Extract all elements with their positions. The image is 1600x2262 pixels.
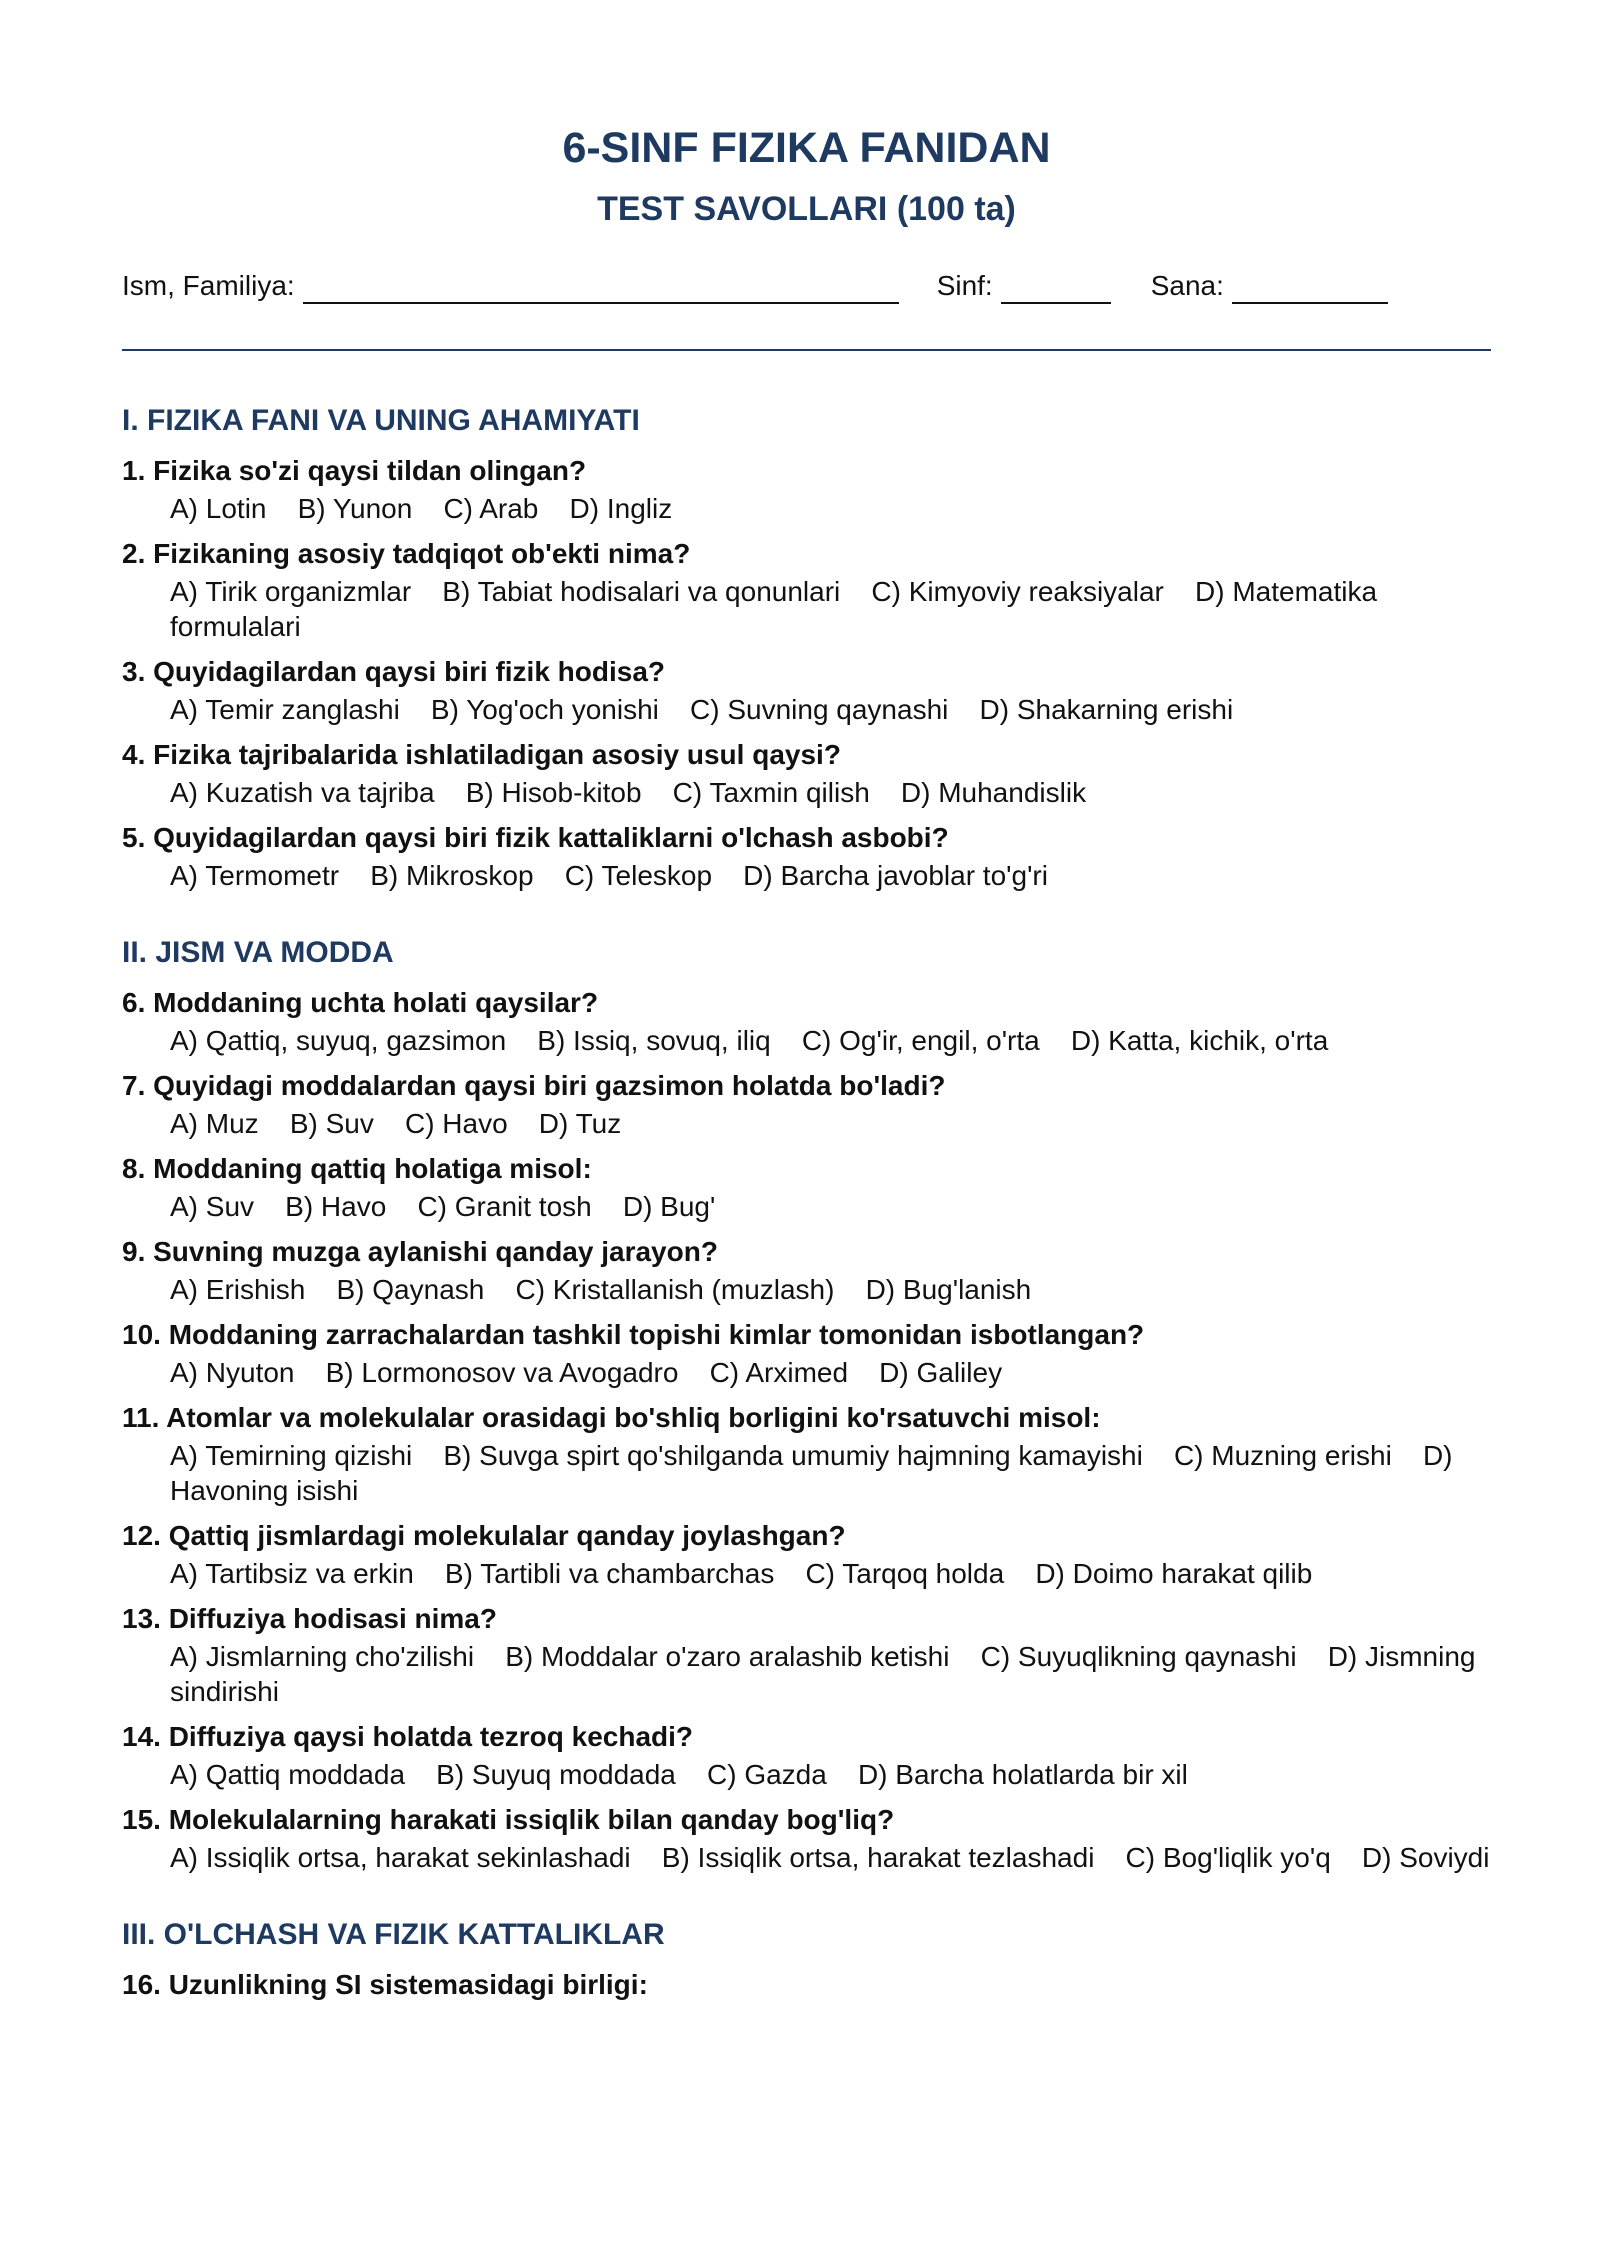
class-field[interactable] — [937, 268, 1111, 304]
question-text: 13. Diffuziya hodisasi nima? — [122, 1603, 497, 1634]
question-item — [122, 1719, 1491, 1792]
answer-option[interactable]: B) Mikroskop — [370, 860, 534, 891]
question-text: 14. Diffuziya qaysi holatda tezroq kechadi? — [122, 1721, 694, 1752]
question-item — [122, 654, 1491, 727]
answer-option[interactable]: A) Qattiq, suyuq, gazsimon — [170, 1025, 507, 1056]
answer-option[interactable]: C) Tarqoq holda — [805, 1558, 1005, 1589]
question-item — [122, 737, 1491, 810]
question-list — [122, 985, 1491, 1875]
answer-option[interactable]: B) Issiq, sovuq, iliq — [537, 1025, 771, 1056]
answer-option[interactable]: A) Issiqlik ortsa, harakat sekinlashadi — [170, 1842, 631, 1873]
section-heading: I. FIZIKA FANI VA UNING AHAMIYATI — [122, 404, 640, 437]
question-text: 16. Uzunlikning SI sistemasidagi birligi: — [122, 1969, 648, 2000]
question-text: 12. Qattiq jismlardagi molekulalar qanday joylashgan? — [122, 1520, 846, 1551]
question-item — [122, 1151, 1491, 1224]
question-item — [122, 1400, 1491, 1508]
answer-option[interactable]: B) Tabiat hodisalari va qonunlari — [442, 576, 841, 607]
answer-option[interactable]: B) Havo — [285, 1191, 387, 1222]
answer-option[interactable]: A) Jismlarning cho'zilishi — [170, 1641, 475, 1672]
page-subtitle: TEST SAVOLLARI (100 ta) — [597, 190, 1016, 228]
page-title: 6-SINF FIZIKA FANIDAN — [562, 124, 1051, 172]
answer-option[interactable]: B) Suvga spirt qo'shilganda umumiy hajmning kamayishi — [443, 1440, 1143, 1471]
question-item — [122, 820, 1491, 893]
answer-option[interactable]: A) Qattiq moddada — [170, 1759, 406, 1790]
answer-option[interactable]: D) Jismning sindirishi — [170, 1641, 1476, 1707]
answer-option[interactable]: C) Arab — [443, 493, 539, 524]
answer-option[interactable]: D) Barcha javoblar to'g'ri — [743, 860, 1048, 891]
answer-options — [122, 692, 1491, 727]
question-item — [122, 453, 1491, 526]
answer-option[interactable]: C) Granit tosh — [417, 1191, 592, 1222]
question-item — [122, 1802, 1491, 1875]
answer-option[interactable]: A) Temirning qizishi — [170, 1440, 413, 1471]
answer-option[interactable]: A) Nyuton — [170, 1357, 295, 1388]
question-item — [122, 985, 1491, 1058]
question-item — [122, 1518, 1491, 1591]
answer-option[interactable]: D) Barcha holatlarda bir xil — [857, 1759, 1188, 1790]
answer-options — [122, 1272, 1491, 1307]
question-text: 4. Fizika tajribalarida ishlatiladigan asosiy usul qaysi? — [122, 739, 841, 770]
answer-options — [122, 1438, 1491, 1508]
answer-options — [122, 775, 1491, 810]
answer-option[interactable]: D) Bug'lanish — [865, 1274, 1032, 1305]
question-text: 8. Moddaning qattiq holatiga misol: — [122, 1153, 592, 1184]
answer-option[interactable]: C) Teleskop — [564, 860, 713, 891]
date-field[interactable] — [1151, 268, 1388, 304]
section-heading: III. O'LCHASH VA FIZIK KATTALIKLAR — [122, 1918, 665, 1951]
answer-option[interactable]: C) Havo — [404, 1108, 508, 1139]
question-text: 9. Suvning muzga aylanishi qanday jarayon? — [122, 1236, 718, 1267]
answer-option[interactable]: A) Tartibsiz va erkin — [170, 1558, 414, 1589]
answer-options — [122, 1757, 1491, 1792]
question-text: 6. Moddaning uchta holati qaysilar? — [122, 987, 599, 1018]
answer-option[interactable]: D) Matematika formulalari — [170, 576, 1378, 642]
question-text: 3. Quyidagilardan qaysi biri fizik hodisa? — [122, 656, 666, 687]
question-item — [122, 1234, 1491, 1307]
answer-option[interactable]: B) Suv — [289, 1108, 374, 1139]
answer-options — [122, 574, 1491, 644]
answer-option[interactable]: D) Ingliz — [569, 493, 673, 524]
name-blank[interactable] — [303, 274, 899, 304]
student-info-fields — [122, 268, 1491, 304]
answer-option[interactable]: A) Suv — [170, 1191, 255, 1222]
answer-options — [122, 858, 1491, 893]
date-label: Sana: — [1150, 270, 1224, 301]
answer-option[interactable]: B) Hisob-kitob — [465, 777, 642, 808]
class-blank[interactable] — [1001, 274, 1111, 304]
answer-options — [122, 1106, 1491, 1141]
answer-option[interactable]: C) Kimyoviy reaksiyalar — [871, 576, 1164, 607]
answer-options — [122, 1189, 1491, 1224]
answer-option[interactable]: C) Muzning erishi — [1173, 1440, 1392, 1471]
answer-options — [122, 1639, 1491, 1709]
question-item — [122, 1317, 1491, 1390]
answer-option[interactable]: D) Galiley — [879, 1357, 1003, 1388]
question-text: 1. Fizika so'zi qaysi tildan olingan? — [122, 455, 587, 486]
answer-option[interactable]: B) Qaynash — [336, 1274, 485, 1305]
question-item — [122, 1068, 1491, 1141]
question-text: 7. Quyidagi moddalardan qaysi biri gazsimon holatda bo'ladi? — [122, 1070, 946, 1101]
answer-option[interactable]: B) Tartibli va chambarchas — [444, 1558, 775, 1589]
name-field[interactable] — [122, 268, 899, 304]
answer-option[interactable]: C) Suvning qaynashi — [690, 694, 949, 725]
answer-option[interactable]: C) Taxmin qilish — [672, 777, 870, 808]
answer-option[interactable]: D) Havoning isishi — [170, 1440, 1453, 1506]
answer-option[interactable]: B) Moddalar o'zaro aralashib ketishi — [505, 1641, 950, 1672]
question-item — [122, 1967, 1491, 2003]
question-list — [122, 1967, 1491, 2003]
date-blank[interactable] — [1232, 274, 1388, 304]
section-heading: II. JISM VA MODDA — [122, 936, 394, 969]
answer-options — [122, 1023, 1491, 1058]
question-text: 5. Quyidagilardan qaysi biri fizik kattaliklarni o'lchash asbobi? — [122, 822, 949, 853]
answer-option[interactable]: A) Kuzatish va tajriba — [170, 777, 435, 808]
answer-option[interactable]: D) Tuz — [538, 1108, 622, 1139]
answer-option[interactable]: A) Muz — [170, 1108, 259, 1139]
answer-option[interactable]: B) Lormonosov va Avogadro — [325, 1357, 679, 1388]
header-divider — [122, 349, 1491, 351]
class-label: Sinf: — [936, 270, 993, 301]
answer-option[interactable]: A) Temir zanglashi — [170, 694, 400, 725]
question-item — [122, 1601, 1491, 1709]
answer-option[interactable]: C) Gazda — [707, 1759, 827, 1790]
answer-option[interactable]: D) Bug' — [622, 1191, 716, 1222]
answer-option[interactable]: A) Termometr — [170, 860, 340, 891]
answer-option[interactable]: D) Shakarning erishi — [979, 694, 1234, 725]
question-text: 2. Fizikaning asosiy tadqiqot ob'ekti nima? — [122, 538, 691, 569]
answer-options — [122, 1840, 1491, 1875]
question-text: 15. Molekulalarning harakati issiqlik bilan qanday bog'liq? — [122, 1804, 895, 1835]
answer-option[interactable]: B) Yog'och yonishi — [430, 694, 659, 725]
name-label: Ism, Familiya: — [122, 270, 295, 301]
answer-option[interactable]: A) Lotin — [170, 493, 267, 524]
answer-option[interactable]: B) Yunon — [297, 493, 413, 524]
answer-options — [122, 1556, 1491, 1591]
answer-option[interactable]: C) Bog'liqlik yo'q — [1125, 1842, 1331, 1873]
answer-option[interactable]: C) Suyuqlikning qaynashi — [980, 1641, 1297, 1672]
answer-options — [122, 1355, 1491, 1390]
answer-option[interactable]: D) Katta, kichik, o'rta — [1070, 1025, 1329, 1056]
answer-option[interactable]: B) Issiqlik ortsa, harakat tezlashadi — [661, 1842, 1095, 1873]
question-list — [122, 453, 1491, 893]
answer-option[interactable]: C) Kristallanish (muzlash) — [515, 1274, 835, 1305]
question-text: 11. Atomlar va molekulalar orasidagi bo'shliq borligini ko'rsatuvchi misol: — [122, 1402, 1101, 1433]
answer-option[interactable]: A) Erishish — [170, 1274, 306, 1305]
answer-options — [122, 491, 1491, 526]
question-item — [122, 536, 1491, 644]
answer-option[interactable]: C) Arximed — [709, 1357, 849, 1388]
answer-option[interactable]: D) Soviydi — [1361, 1842, 1490, 1873]
answer-option[interactable]: D) Muhandislik — [900, 777, 1087, 808]
answer-option[interactable]: C) Og'ir, engil, o'rta — [801, 1025, 1040, 1056]
answer-option[interactable]: A) Tirik organizmlar — [170, 576, 412, 607]
answer-option[interactable]: B) Suyuq moddada — [436, 1759, 676, 1790]
answer-option[interactable]: D) Doimo harakat qilib — [1035, 1558, 1313, 1589]
question-text: 10. Moddaning zarrachalardan tashkil topishi kimlar tomonidan isbotlangan? — [122, 1319, 1145, 1350]
